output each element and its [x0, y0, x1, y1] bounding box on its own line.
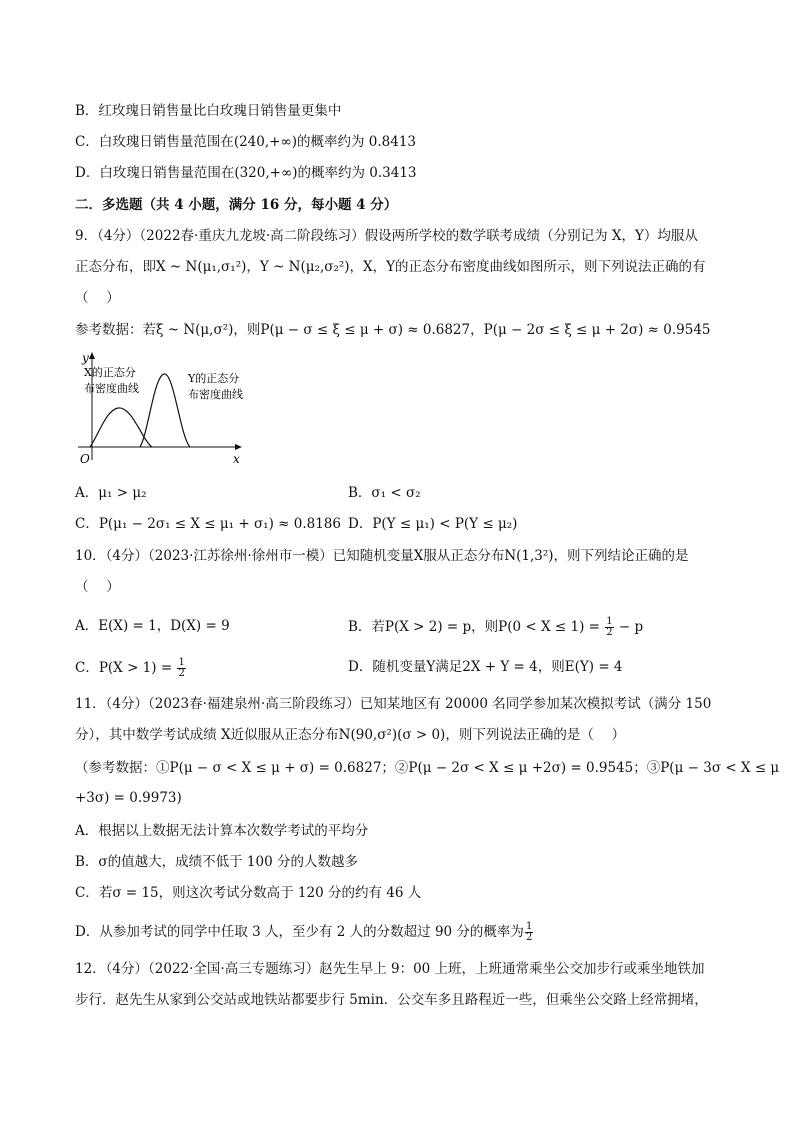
- y-axis-arrow: [89, 352, 95, 359]
- q8-option-d: D．白玫瑰日销售量范围在(320,+∞)的概率约为 0.3413: [75, 165, 417, 181]
- y-curve-label-line1: Y的正态分: [188, 372, 240, 385]
- q10-option-c-fraction: $\frac{1}{2}$: [178, 657, 185, 679]
- q9-reference-data: 参考数据：若ξ ~ N(μ,σ²)，则P(μ − σ ≤ ξ ≤ μ + σ) ≈ 0.6827，P(μ − 2σ ≤ ξ ≤ μ + 2σ) ≈ 0.9545: [75, 322, 711, 338]
- x-curve-label-line1: X的正态分: [84, 366, 136, 379]
- x-axis-arrow: [235, 444, 242, 450]
- q10-option-b-fraction: $\frac{1}{2}$: [606, 616, 613, 638]
- section-title: 二．多选题（共 4 小题，满分 16 分，每小题 4 分）: [75, 197, 398, 213]
- origin-label: O: [80, 452, 90, 466]
- q10-option-b-prefix: B．若P(X > 2) = p，则P(0 < X ≤ 1) =: [348, 619, 605, 635]
- y-curve-label-line2: 布密度曲线: [188, 388, 243, 401]
- q10-option-c: [75, 658, 187, 679]
- x-axis-label: x: [233, 452, 240, 466]
- q12-stem-line1: 12．（4分）（2022·全国·高三专题练习）赵先生早上 9：00 上班，上班通常乘坐公交加步行或乘坐地铁加: [75, 961, 705, 977]
- q11-option-d: [75, 922, 534, 943]
- q9-stem-line1: 9．（4分）（2022春·重庆九龙坡·高二阶段练习）假设两所学校的数学联考成绩（分别记为 X，Y）均服从: [75, 228, 698, 244]
- q11-reference-line1: （参考数据：①P(μ − σ < X ≤ μ + σ) = 0.6827；②P(μ − 2σ < X ≤ μ +2σ) = 0.9545；③P(μ − 3σ < X ≤ μ: [75, 760, 780, 776]
- q9-option-b: B．σ₁ < σ₂: [348, 485, 421, 501]
- q11-option-d-fraction: $\frac{1}{2}$: [525, 921, 533, 943]
- q9-option-a: A．μ₁ > μ₂: [75, 485, 147, 501]
- q8-option-b: B．红玫瑰日销售量比白玫瑰日销售量更集中: [75, 103, 342, 119]
- q11-option-d-text: D．从参加考试的同学中任取 3 人，至少有 2 人的分数超过 90 分的概率为: [75, 924, 524, 940]
- q9-option-d: D．P(Y ≤ μ₁) < P(Y ≤ μ₂): [348, 516, 518, 532]
- q9-normal-curves-graph: [70, 348, 250, 470]
- q10-option-b-suffix: − p: [614, 619, 644, 635]
- q10-option-c-prefix: C．P(X > 1) =: [75, 660, 177, 676]
- q10-stem: 10．（4分）（2023·江苏徐州·徐州市一模）已知随机变量X服从正态分布N(1,3²)，则下列结论正确的是: [75, 548, 689, 564]
- q11-reference-line2: +3σ) = 0.9973): [75, 790, 182, 806]
- q9-blank: （ ）: [75, 290, 120, 306]
- y-density-curve: [140, 374, 190, 447]
- q11-option-b: B．σ的值越大，成绩不低于 100 分的人数越多: [75, 854, 358, 870]
- q11-option-c: C．若σ = 15，则这次考试分数高于 120 分的约有 46 人: [75, 885, 422, 901]
- q9-stem-line2: 正态分布，即X ~ N(μ₁,σ₁²)，Y ~ N(μ₂,σ₂²)，X，Y的正态分布密度曲线如图所示，则下列说法正确的有: [75, 259, 706, 275]
- q11-stem-line1: 11．（4分）（2023春·福建泉州·高三阶段练习）已知某地区有 20000 名同学参加某次模拟考试（满分 150: [75, 696, 712, 712]
- q11-stem-line2: 分），其中数学考试成绩 X近似服从正态分布N(90,σ²)(σ > 0)，则下列说法正确的是（ ）: [75, 727, 626, 743]
- q12-stem-line2: 步行．赵先生从家到公交站或地铁站都要步行 5min．公交车多且路程近一些，但乘坐公交路上经常拥堵，: [75, 992, 708, 1008]
- q11-option-a: A．根据以上数据无法计算本次数学考试的平均分: [75, 823, 369, 839]
- q10-option-a: A．E(X) = 1，D(X) = 9: [75, 618, 230, 634]
- q9-option-c: C．P(μ₁ − 2σ₁ ≤ X ≤ μ₁ + σ₁) ≈ 0.8186: [75, 516, 341, 532]
- q10-option-b: [348, 617, 643, 638]
- q10-blank: （ ）: [75, 579, 120, 595]
- y-axis-label: y: [82, 351, 89, 365]
- q8-option-c: C．白玫瑰日销售量范围在(240,+∞)的概率约为 0.8413: [75, 134, 417, 150]
- x-curve-label-line2: 布密度曲线: [84, 382, 139, 395]
- q10-option-d: D．随机变量Y满足2X + Y = 4，则E(Y) = 4: [348, 659, 623, 675]
